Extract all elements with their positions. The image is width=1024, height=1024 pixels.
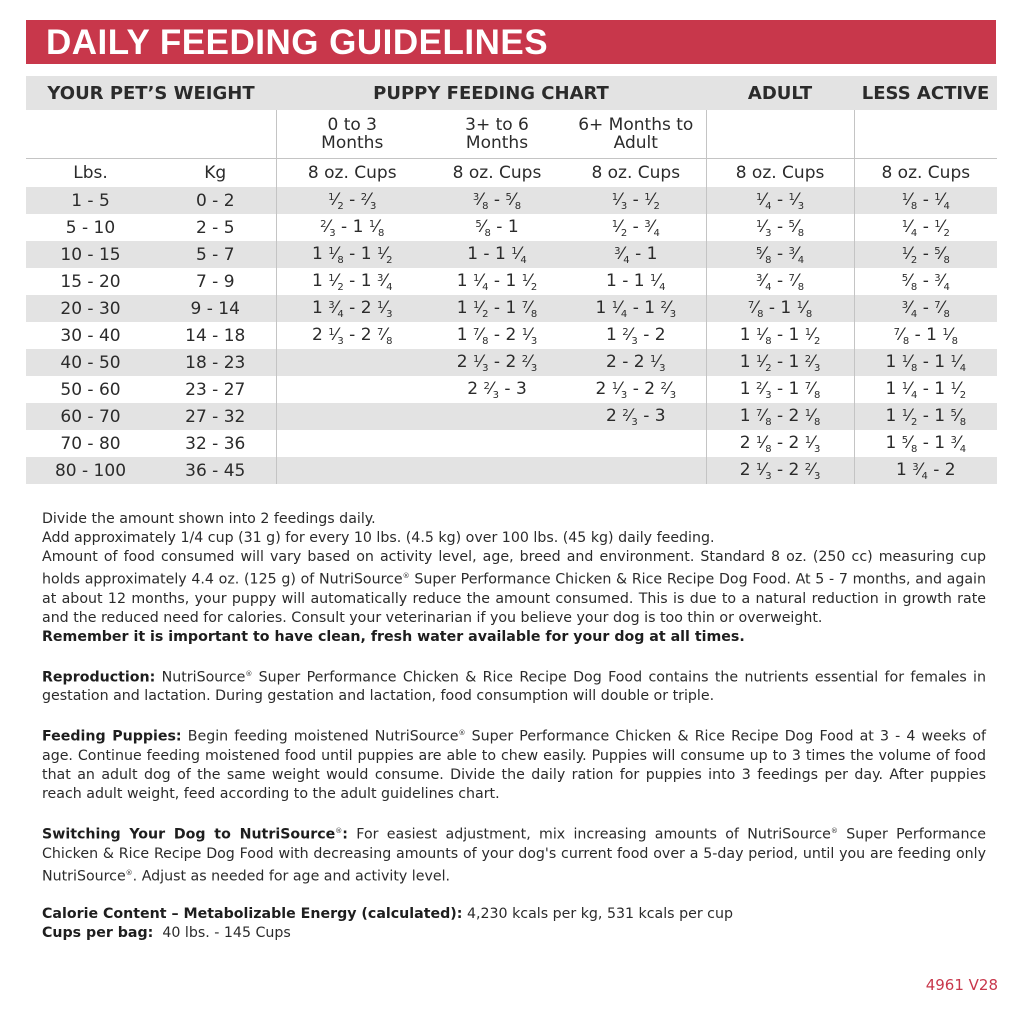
cups-cell: $^1⁄_2$ - $^2⁄_3$	[276, 187, 428, 214]
cups-cell: $^3⁄_4 - 1$	[566, 241, 706, 268]
unit-cell: Kg	[155, 159, 276, 188]
cups-cell: 1 $^1⁄_2 - 1$ $^2⁄_3$	[706, 349, 854, 376]
unit-cell: 8 oz. Cups	[854, 159, 997, 188]
unit-cell: 8 oz. Cups	[276, 159, 428, 188]
cups-cell: 1 $^5⁄_8 - 1$ $^3⁄_4$	[854, 430, 997, 457]
cups-cell: 1 $^1⁄_2 - 1$ $^7⁄_8$	[428, 295, 566, 322]
cups-cell: $^3⁄_4$ - $^7⁄_8$	[854, 295, 997, 322]
cups-cell	[566, 430, 706, 457]
cups-cell: $^1⁄_8$ - $^1⁄_4$	[854, 187, 997, 214]
switching-paragraph: Switching Your Dog to NutriSource®: For easiest adjustment, mix increasing amounts of NutriSource® Super Performance Chicken & Rice Recipe Dog Food with decreasing amounts of your dog's current food over a 5-day period, until you are feeding only NutriSource®. Adjust as needed for age and activity level.	[42, 826, 987, 885]
weight-cell: 23 - 27	[185, 379, 246, 400]
weight-header: YOUR PET’S WEIGHT	[26, 76, 276, 110]
cups-cell	[428, 457, 566, 484]
cups-cell: 2 $^1⁄_3 - 2$ $^7⁄_8$	[276, 322, 428, 349]
note-paragraph: Amount of food consumed will vary based on activity level, age, breed and environment. Standard 8 oz. (250 cc) measuring cup holds approximately 4.4 oz. (125 g) of NutriSource® Super Performance Chicken & Rice Recipe Dog Food. At 5 - 7 months, and again at about 12 months, your puppy will automatically reduce the amount consumed. This is due to a natural reduction in growth rate and the reduced need for calories. Consult your veterinarian if you believe your dog is too thin or overweight.	[42, 549, 986, 626]
unit-cell: 8 oz. Cups	[428, 159, 566, 188]
cups-cell	[276, 349, 428, 376]
table-row	[26, 457, 997, 484]
table-row	[26, 187, 997, 214]
table-row	[26, 349, 997, 376]
cups-cell: 2 $^2⁄_3 - 3$	[467, 378, 527, 401]
age-header-row	[26, 110, 997, 159]
feeding-notes	[42, 510, 986, 943]
unit-row	[26, 159, 997, 188]
cups-cell: 1 $^1⁄_8 - 1$ $^1⁄_2$	[276, 241, 428, 268]
weight-cell: 1 - 5	[26, 187, 155, 214]
puppy-header: PUPPY FEEDING CHART	[276, 76, 706, 110]
weight-cell: 15 - 20	[60, 271, 121, 292]
cups-cell: 1 $^2⁄_3 - 1$ $^7⁄_8$	[706, 376, 854, 403]
page-title: DAILY FEEDING GUIDELINES	[46, 23, 549, 62]
cups-cell: 1 $^1⁄_8 - 1$ $^1⁄_2$	[706, 322, 854, 349]
cups-cell: 2 $^2⁄_3 - 3$	[566, 403, 706, 430]
cups-cell: $^1⁄_3$ - $^1⁄_2$	[566, 187, 706, 214]
cups-cell: 1 $^3⁄_4 - 2$ $^1⁄_3$	[276, 295, 428, 322]
cups-cell: 1 $^1⁄_8 - 1$ $^1⁄_4$	[854, 349, 997, 376]
cups-cell: $^1⁄_4$ - $^1⁄_2$	[854, 214, 997, 241]
weight-cell: 20 - 30	[26, 295, 155, 322]
weight-cell: 30 - 40	[60, 325, 121, 346]
cups-cell	[428, 430, 566, 457]
age-header: 6+ Months to Adult	[578, 115, 694, 153]
unit-cell: 8 oz. Cups	[706, 159, 854, 188]
weight-cell: 50 - 60	[60, 379, 121, 400]
table-row	[26, 241, 997, 268]
water-note: Remember it is important to have clean, fresh water available for your dog at all times.	[42, 628, 745, 645]
cups-cell	[276, 457, 428, 484]
cups-cell: $^3⁄_8$ - $^5⁄_8$	[428, 187, 566, 214]
less-active-header: LESS ACTIVE	[854, 76, 997, 110]
cups-cell: $^2⁄_3 - 1$ $^1⁄_8$	[276, 214, 428, 241]
calorie-content: Calorie Content – Metabolizable Energy (calculated): 4,230 kcals per kg, 531 kcals per cup	[42, 905, 733, 922]
cups-cell	[566, 457, 706, 484]
product-code: 4961 V28	[925, 976, 998, 994]
weight-cell: 40 - 50	[26, 349, 155, 376]
reproduction-paragraph: Reproduction: NutriSource® Super Performance Chicken & Rice Recipe Dog Food contains the nutrients essential for females in gestation and lactation. During gestation and lactation, food consumption will double or triple.	[42, 669, 986, 705]
cups-cell: $^3⁄_4$ - $^7⁄_8$	[706, 268, 854, 295]
cups-cell: $^7⁄_8 - 1$ $^1⁄_8$	[706, 295, 854, 322]
table-row	[26, 322, 997, 349]
cups-per-bag: Cups per bag: 40 lbs. - 145 Cups	[42, 924, 291, 941]
adult-header: ADULT	[706, 76, 854, 110]
cups-cell: 1 $^7⁄_8 - 2$ $^1⁄_3$	[456, 324, 538, 347]
cups-cell: $^1⁄_2$ - $^5⁄_8$	[854, 241, 997, 268]
weight-cell: 5 - 10	[65, 217, 116, 238]
cups-cell: 2 $^1⁄_3 - 2$ $^2⁄_3$	[595, 378, 677, 401]
unit-cell: 8 oz. Cups	[566, 159, 706, 188]
cups-cell: 2 $^1⁄_3 - 2$ $^2⁄_3$	[706, 457, 854, 484]
cups-cell: 1 $^1⁄_2 - 1$ $^5⁄_8$	[854, 403, 997, 430]
cups-cell: $^5⁄_8 - 1$	[475, 216, 519, 239]
weight-cell: 14 - 18	[185, 325, 246, 346]
cups-cell: 1 $^1⁄_4 - 1$ $^2⁄_3$	[566, 295, 706, 322]
cups-cell: $^5⁄_8$ - $^3⁄_4$	[854, 268, 997, 295]
note-line: Divide the amount shown into 2 feedings daily.	[42, 511, 376, 527]
weight-cell: 80 - 100	[26, 457, 155, 484]
cups-cell: $^7⁄_8 - 1$ $^1⁄_8$	[854, 322, 997, 349]
cups-cell: 1 $^7⁄_8 - 2$ $^1⁄_8$	[706, 403, 854, 430]
table-header-row	[26, 76, 997, 110]
table-row	[26, 430, 997, 457]
weight-cell: 18 - 23	[155, 349, 276, 376]
cups-cell: $^1⁄_2$ - $^3⁄_4$	[611, 216, 660, 239]
feeding-puppies-paragraph: Feeding Puppies: Begin feeding moistened NutriSource® Super Performance Chicken & Rice Recipe Dog Food at 3 - 4 weeks of age. Continue feeding moistened food until puppies are able to chew easily. Puppies will consume up to 3 times the volume of food that an adult dog of the same weight would consume. Divide the daily ration for puppies into 3 feedings per day. After puppies reach adult weight, feed according to the adult guidelines chart.	[42, 729, 986, 803]
cups-cell: 1 $^1⁄_2 - 1$ $^3⁄_4$	[276, 268, 428, 295]
table-row	[26, 295, 997, 322]
cups-cell	[276, 430, 428, 457]
table-row	[26, 376, 997, 403]
weight-cell: 60 - 70	[26, 403, 155, 430]
unit-cell: Lbs.	[26, 159, 155, 188]
weight-cell: 32 - 36	[185, 433, 246, 454]
table-row	[26, 403, 997, 430]
table-row	[26, 268, 997, 295]
cups-cell: 1 $^1⁄_4 - 1$ $^1⁄_2$	[854, 376, 997, 403]
cups-cell: 1 $^2⁄_3 - 2$	[605, 324, 666, 347]
weight-cell: 27 - 32	[155, 403, 276, 430]
age-header: 3+ to 6 Months	[465, 115, 529, 153]
weight-cell: 10 - 15	[26, 241, 155, 268]
cups-cell: $^1⁄_3$ - $^5⁄_8$	[706, 214, 854, 241]
cups-cell: 1 - 1 $^1⁄_4$	[605, 270, 666, 293]
weight-cell: 9 - 14	[155, 295, 276, 322]
table-row	[26, 214, 997, 241]
age-header: 0 to 3 Months	[276, 110, 428, 159]
weight-cell: 2 - 5	[195, 217, 235, 238]
cups-cell: 1 $^3⁄_4 - 2$	[854, 457, 997, 484]
weight-cell: 36 - 45	[155, 457, 276, 484]
cups-cell	[276, 376, 428, 403]
cups-cell: $^1⁄_4$ - $^1⁄_3$	[706, 187, 854, 214]
weight-cell: 5 - 7	[155, 241, 276, 268]
cups-cell	[428, 403, 566, 430]
weight-cell: 0 - 2	[155, 187, 276, 214]
cups-cell: 2 - 2 $^1⁄_3$	[566, 349, 706, 376]
title-banner	[26, 20, 996, 64]
cups-cell: 1 - 1 $^1⁄_4$	[428, 241, 566, 268]
cups-cell: 2 $^1⁄_8 - 2$ $^1⁄_3$	[706, 430, 854, 457]
cups-cell: 1 $^1⁄_4 - 1$ $^1⁄_2$	[456, 270, 538, 293]
note-line: Add approximately 1/4 cup (31 g) for every 10 lbs. (4.5 kg) over 100 lbs. (45 kg) daily feeding.	[42, 530, 715, 546]
cups-cell: 2 $^1⁄_3 - 2$ $^2⁄_3$	[428, 349, 566, 376]
cups-cell: $^5⁄_8$ - $^3⁄_4$	[706, 241, 854, 268]
weight-cell: 7 - 9	[195, 271, 235, 292]
weight-cell: 70 - 80	[60, 433, 121, 454]
cups-cell	[276, 403, 428, 430]
feeding-table	[26, 76, 997, 484]
